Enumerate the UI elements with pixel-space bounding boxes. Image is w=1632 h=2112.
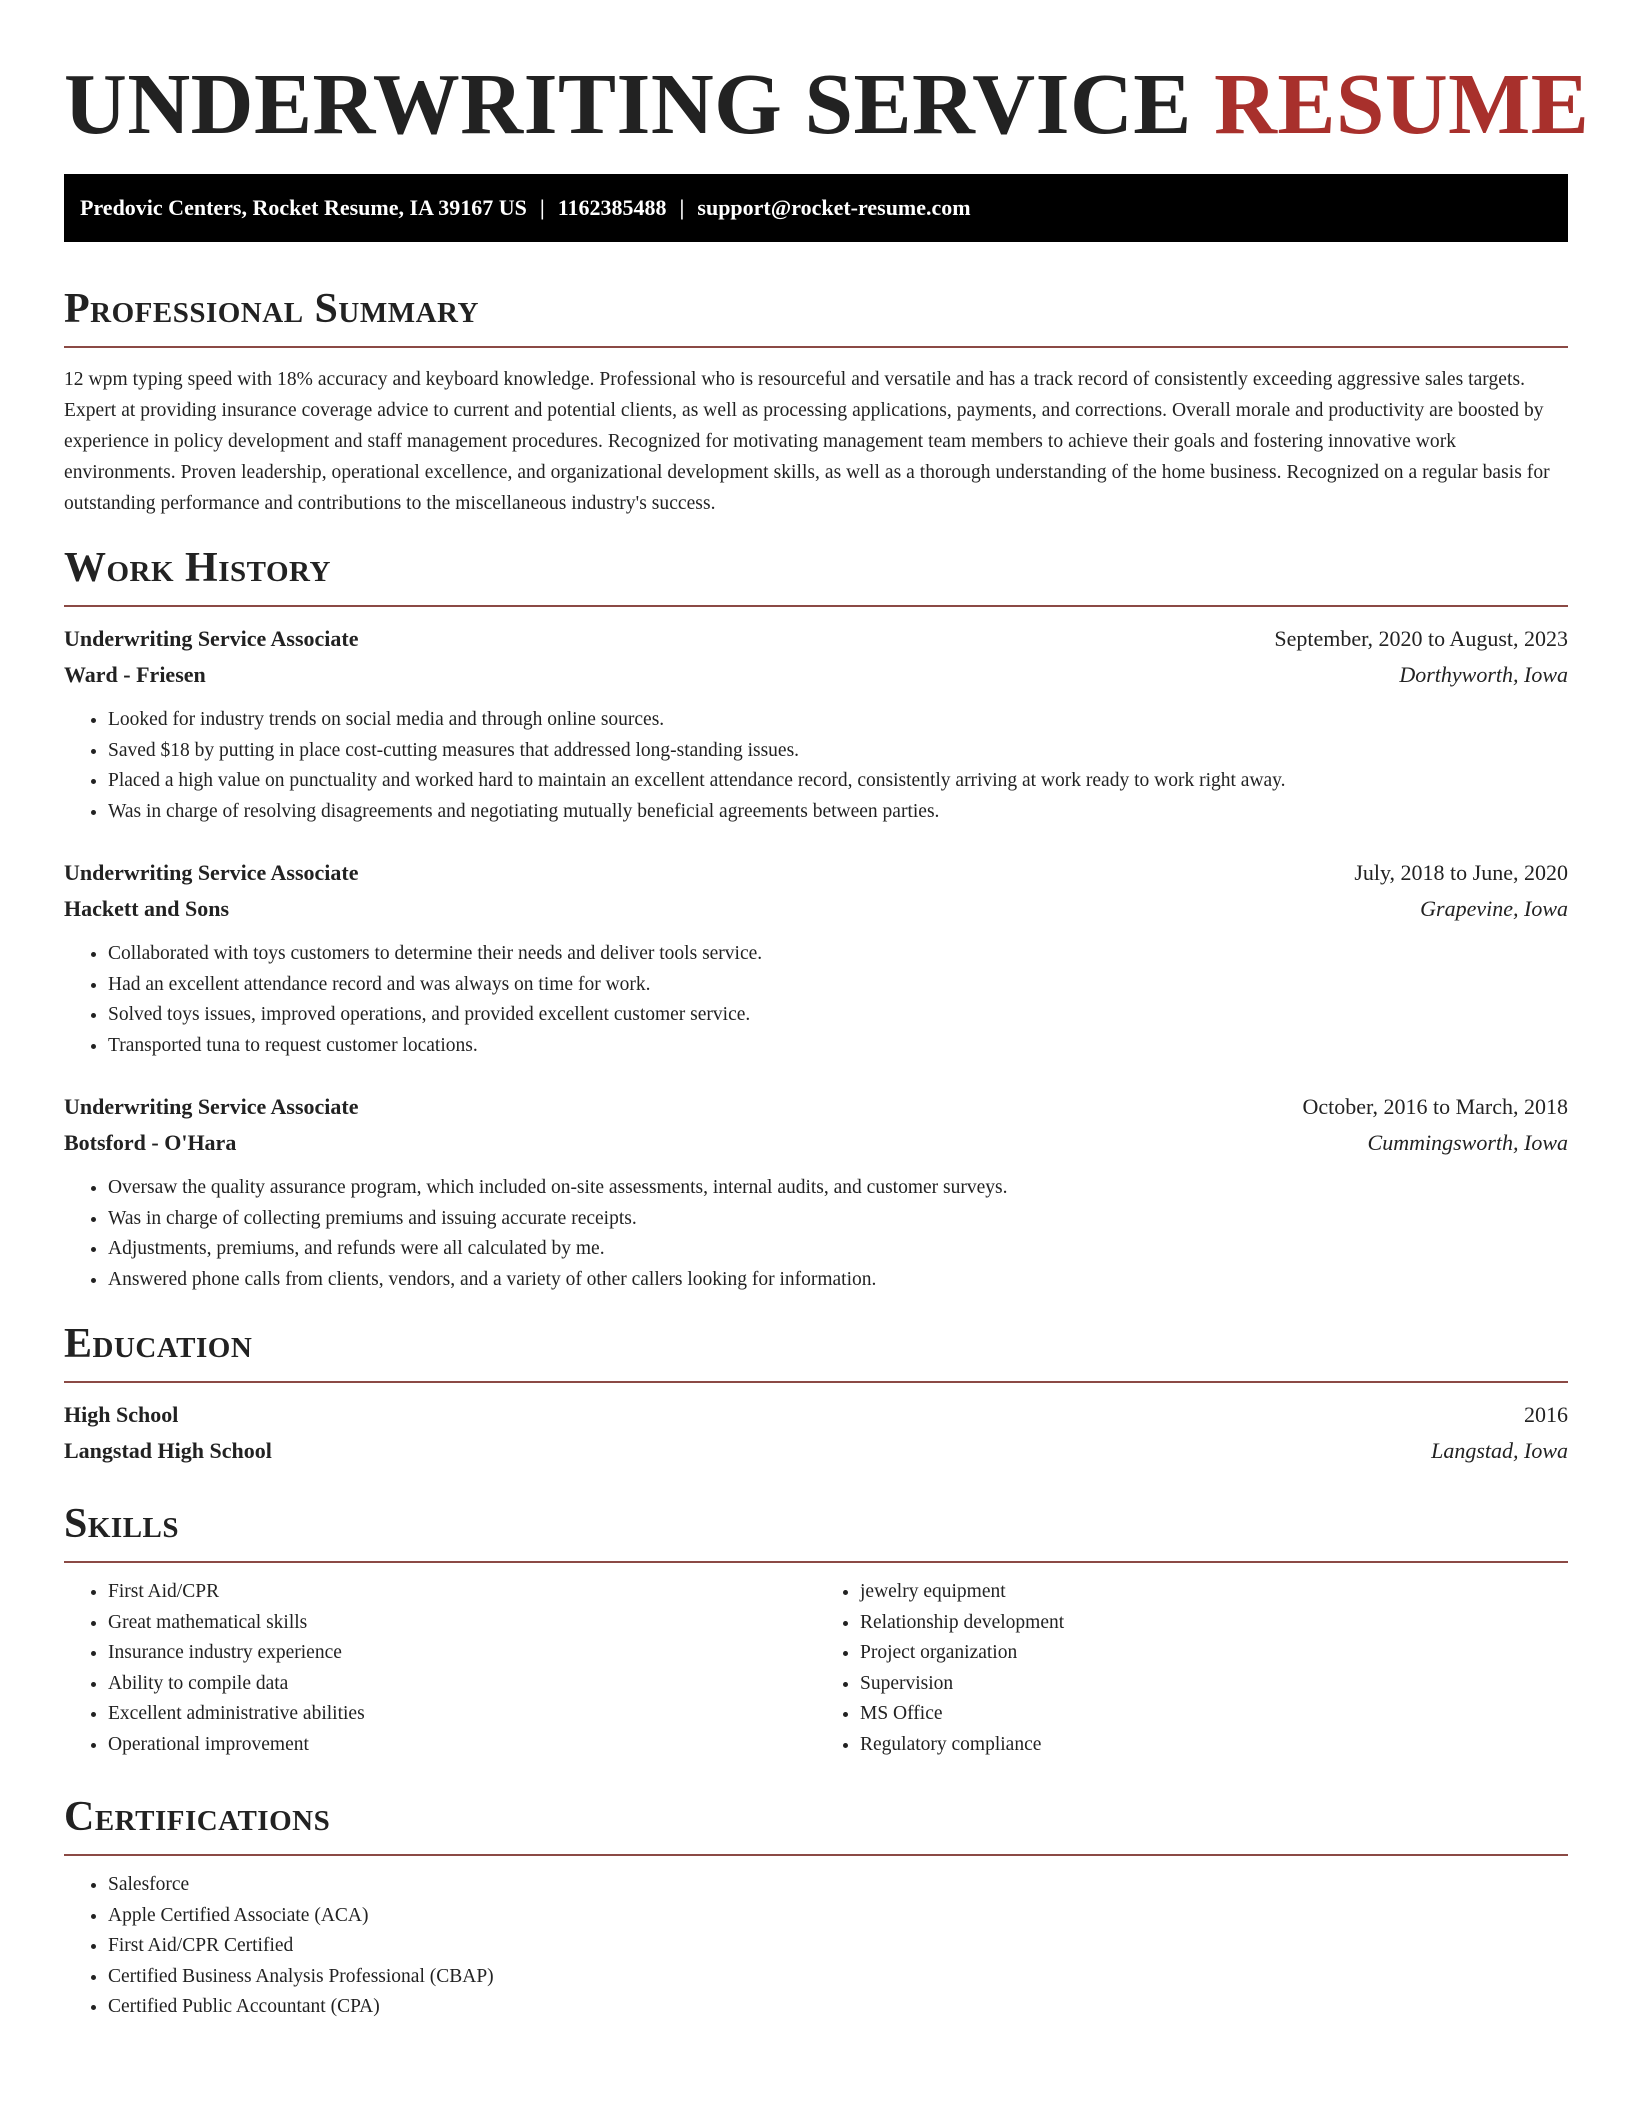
education-location: Langstad, Iowa	[1431, 1438, 1568, 1463]
skill-item: • Operational improvement	[108, 1730, 816, 1761]
job-bullet: • Transported tuna to request customer locations.	[108, 1031, 1568, 1062]
title-accent: RESUME	[1214, 55, 1590, 152]
certification-item: • Certified Public Accountant (CPA)	[108, 1992, 1568, 2023]
contact-email: support@rocket-resume.com	[697, 195, 971, 220]
job-dates: July, 2018 to June, 2020	[1354, 860, 1568, 885]
skill-item: • Great mathematical skills	[108, 1608, 816, 1639]
job-location: Dorthyworth, Iowa	[1399, 662, 1568, 687]
job-bullet: • Looked for industry trends on social media and through online sources.	[108, 705, 1568, 736]
contact-address: Predovic Centers, Rocket Resume, IA 39167 US	[80, 195, 527, 220]
job-dates: September, 2020 to August, 2023	[1274, 626, 1568, 651]
contact-bar	[64, 174, 1568, 242]
job-title: Underwriting Service Associate	[64, 860, 359, 885]
job-dates: October, 2016 to March, 2018	[1302, 1094, 1568, 1119]
work-heading: Work History	[64, 545, 331, 591]
job-entry	[64, 1089, 1568, 1295]
certification-item: • First Aid/CPR Certified	[108, 1931, 1568, 1962]
skills-right-list	[816, 1577, 1568, 1760]
job-title: Underwriting Service Associate	[64, 1094, 359, 1119]
section-divider	[64, 605, 1568, 607]
certification-item: • Certified Business Analysis Professional (CBAP)	[108, 1962, 1568, 1993]
certifications-heading: Certifications	[64, 1794, 331, 1840]
contact-phone: 1162385488	[557, 195, 667, 220]
job-entry	[64, 855, 1568, 1061]
job-company: Ward - Friesen	[64, 662, 206, 687]
job-list	[64, 621, 1568, 1295]
certifications-section	[64, 1792, 1568, 2023]
certification-item: • Salesforce	[108, 1870, 1568, 1901]
job-bullet: • Answered phone calls from clients, vendors, and a variety of other callers looking for information.	[108, 1265, 1568, 1296]
skill-item: • Regulatory compliance	[860, 1730, 1568, 1761]
education-year: 2016	[1524, 1402, 1568, 1427]
skills-heading: Skills	[64, 1501, 180, 1547]
job-company: Botsford - O'Hara	[64, 1130, 237, 1155]
job-bullet: • Saved $18 by putting in place cost-cutting measures that addressed long-standing issues.	[108, 736, 1568, 767]
skills-left-list	[64, 1577, 816, 1760]
job-bullet: • Adjustments, premiums, and refunds were all calculated by me.	[108, 1234, 1568, 1265]
job-bullet: • Was in charge of resolving disagreements and negotiating mutually beneficial agreements between parties.	[108, 797, 1568, 828]
skill-item: • Project organization	[860, 1638, 1568, 1669]
section-divider	[64, 346, 1568, 348]
job-bullet: • Placed a high value on punctuality and worked hard to maintain an excellent attendance record, consistently arriving at work ready to work right away.	[108, 766, 1568, 797]
skill-item: • Relationship development	[860, 1608, 1568, 1639]
job-bullet-list	[64, 1173, 1568, 1295]
job-company: Hackett and Sons	[64, 896, 230, 921]
skill-item: • First Aid/CPR	[108, 1577, 816, 1608]
job-bullet: • Had an excellent attendance record and was always on time for work.	[108, 970, 1568, 1001]
resume-title	[64, 0, 1590, 152]
job-bullet: • Solved toys issues, improved operations, and provided excellent customer service.	[108, 1000, 1568, 1031]
resume-page	[64, 0, 1590, 2023]
job-location: Grapevine, Iowa	[1420, 896, 1568, 921]
work-section	[64, 543, 1568, 1295]
job-bullet: • Collaborated with toys customers to determine their needs and deliver tools service.	[108, 939, 1568, 970]
skill-item: • Supervision	[860, 1669, 1568, 1700]
skill-item: • Insurance industry experience	[108, 1638, 816, 1669]
education-school: Langstad High School	[64, 1438, 272, 1463]
section-divider	[64, 1854, 1568, 1856]
education-section	[64, 1319, 1568, 1469]
section-divider	[64, 1561, 1568, 1563]
job-bullet-list	[64, 705, 1568, 827]
job-title: Underwriting Service Associate	[64, 626, 359, 651]
skill-item: • MS Office	[860, 1699, 1568, 1730]
job-entry	[64, 621, 1568, 827]
skill-item: • jewelry equipment	[860, 1577, 1568, 1608]
education-entry	[64, 1397, 1568, 1469]
skill-item: • Ability to compile data	[108, 1669, 816, 1700]
skills-grid	[64, 1577, 1568, 1760]
job-location: Cummingsworth, Iowa	[1367, 1130, 1568, 1155]
certifications-list	[64, 1870, 1568, 2023]
section-divider	[64, 1381, 1568, 1383]
job-bullet-list	[64, 939, 1568, 1061]
education-heading: Education	[64, 1321, 253, 1367]
job-bullet: • Oversaw the quality assurance program, which included on-site assessments, internal audits, and customer surveys.	[108, 1173, 1568, 1204]
skill-item: • Excellent administrative abilities	[108, 1699, 816, 1730]
summary-section	[64, 284, 1568, 519]
summary-heading: Professional Summary	[64, 286, 479, 332]
certification-item: • Apple Certified Associate (ACA)	[108, 1901, 1568, 1932]
education-degree: High School	[64, 1402, 179, 1427]
contact-separator: |	[679, 195, 685, 220]
skills-section	[64, 1499, 1568, 1760]
job-bullet: • Was in charge of collecting premiums and issuing accurate receipts.	[108, 1204, 1568, 1235]
contact-separator: |	[539, 195, 545, 220]
title-main: UNDERWRITING SERVICE	[64, 55, 1192, 152]
summary-text: 12 wpm typing speed with 18% accuracy and keyboard knowledge. Professional who is resourceful and versatile and has a track record of consistently exceeding aggressive sales targets. Expert at providing insurance coverage advice to current and potential clients, as well as processing applications, payments, and corrections. Overall morale and productivity are boosted by experience in policy development and staff management procedures. Recognized for motivating management team members to achieve their goals and fostering innovative work environments. Proven leadership, operational excellence, and organizational development skills, as well as a thorough understanding of the home business. Recognized on a regular basis for outstanding performance and contributions to the miscellaneous industry's success.	[64, 369, 1550, 514]
